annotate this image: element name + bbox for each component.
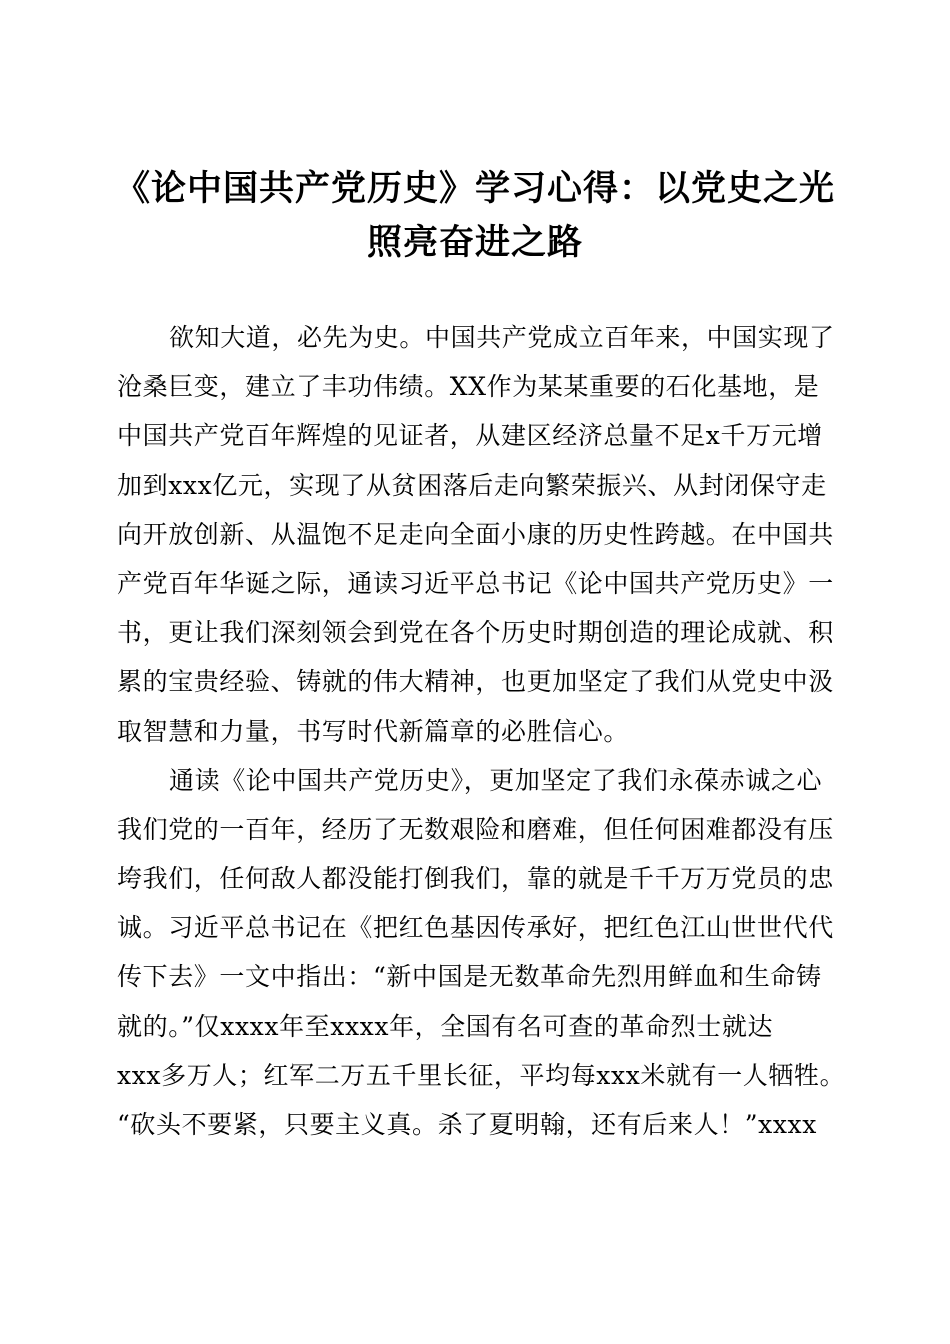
paragraph-1-line: 向开放创新、从温饱不足走向全面小康的历史性跨越。在中国共 [117, 519, 834, 549]
paragraph-1 [117, 313, 842, 756]
paragraph-2-line: 就的。”仅xxxx年至xxxx年，全国有名可查的革命烈士就达 [117, 1011, 774, 1041]
paragraph-1-line: 取智慧和力量，书写时代新篇章的必胜信心。 [117, 716, 630, 746]
paragraph-1-line: 沧桑巨变，建立了丰功伟绩。XX作为某某重要的石化基地，是 [117, 372, 820, 402]
paragraph-1-line: 累的宝贵经验、铸就的伟大精神，也更加坚定了我们从党史中汲 [117, 667, 834, 697]
paragraph-2-line: 诚。习近平总书记在《把红色基因传承好，把红色江山世世代代 [117, 913, 834, 943]
document-body [117, 313, 846, 1149]
paragraph-2-line: “砍头不要紧，只要主义真。杀了夏明翰，还有后来人！”xxxx [117, 1110, 817, 1139]
paragraph-2 [117, 756, 846, 1150]
document-title [115, 162, 835, 270]
paragraph-1-line: 中国共产党百年辉煌的见证者，从建区经济总量不足x千万元增 [117, 421, 823, 451]
paragraph-1-line: 书，更让我们深刻领会到党在各个历史时期创造的理论成就、积 [117, 618, 834, 648]
paragraph-2-line: xxx多万人；红军二万五千里长征，平均每xxx米就有一人牺牲。 [117, 1060, 846, 1090]
paragraph-2-line: 垮我们，任何敌人都没能打倒我们，靠的就是千千万万党员的忠 [117, 864, 834, 894]
paragraph-2-line: 传下去》一文中指出：“新中国是无数革命先烈用鲜血和生命铸 [117, 962, 822, 992]
paragraph-2-line: 通读《论中国共产党历史》，更加坚定了我们永葆赤诚之心 [169, 765, 823, 795]
title-line-2: 照亮奋进之路 [366, 223, 583, 263]
paragraph-1-line: 欲知大道，必先为史。中国共产党成立百年来，中国实现了 [169, 323, 835, 352]
title-line-1: 《论中国共产党历史》学习心得：以党史之光 [115, 169, 836, 209]
paragraph-1-line: 产党百年华诞之际，通读习近平总书记《论中国共产党历史》一 [117, 568, 834, 598]
paragraph-1-line: 加到xxx亿元，实现了从贫困落后走向繁荣振兴、从封闭保守走 [117, 470, 827, 500]
paragraph-2-line: 我们党的一百年，经历了无数艰险和磨难，但任何困难都没有压 [117, 814, 834, 844]
